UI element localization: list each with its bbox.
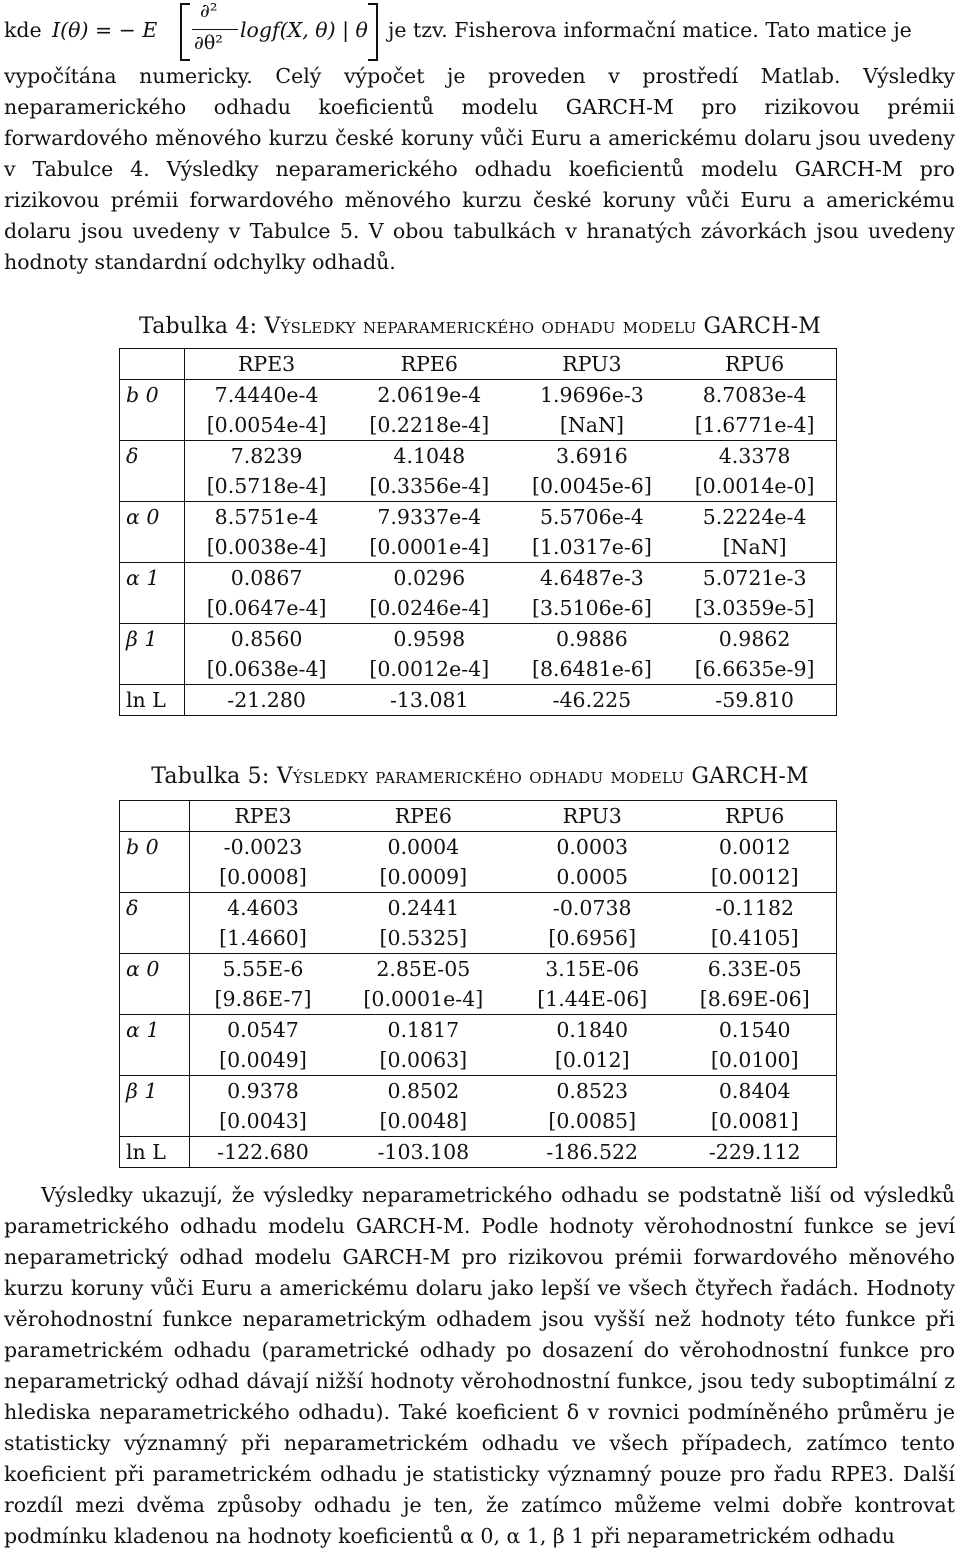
cell-se: [0.0049] [190,1045,336,1076]
cell-value: 0.1817 [387,1018,460,1042]
cell-se: [3.0359e-5] [673,593,836,624]
cell-se: [0.0054e-4] [185,410,348,441]
row-label: β 1 [120,624,185,655]
table4-col-header: RPU6 [673,349,836,380]
table5-col-header: RPE3 [190,801,336,832]
cell-value: 8.5751e-4 [214,505,319,529]
table4-caption-prefix: Tabulka 4: [139,314,258,339]
table4-col-header: RPE3 [185,349,348,380]
cell-value: 0.1540 [718,1018,791,1042]
formula-numerator: ∂² [200,0,218,22]
table-row-lnl [120,1137,837,1168]
cell-se: [0.0638e-4] [185,654,348,685]
cell-se: [1.6771e-4] [673,410,836,441]
cell-se: [0.2218e-4] [348,410,511,441]
cell-value: 0.9378 [227,1079,299,1103]
table-row [120,1045,837,1076]
table5-col-header: RPE6 [336,801,511,832]
cell-value: -122.680 [217,1140,309,1164]
cell-se: [0.0008] [190,862,336,893]
table-row [120,654,837,685]
cell-value: 3.15E-06 [545,957,640,981]
row-label-empty [120,862,190,893]
cell-se: [1.4660] [190,923,336,954]
row-label-empty [120,654,185,685]
left-bracket [180,3,190,61]
cell-value: 2.85E-05 [376,957,471,981]
intro-paragraph: vypočítána numericky. Celý výpočet je proveden v prostředí Matlab. Výsledky neparamerického odhadu koeficientů modelu GARCH-M pro rizikovou prémii forwardového měnového kurzu české koruny vůči Euru a americkému dolaru jsou uvedeny v Tabulce 4. Výsledky neparamerického odhadu koeficientů modelu GARCH-M pro rizikovou prémii forwardového měnového kurzu české koruny vůči Euru a americkému dolaru jsou uvedeny v Tabulce 5. V obou tabulkách v hranatých závorkách jsou uvedeny hodnoty standardní odchylky odhadů. [4,64,955,274]
cell-value: 5.55E-6 [222,957,304,981]
cell-value: 5.0721e-3 [702,566,807,590]
cell-value: 8.7083e-4 [702,383,807,407]
table5-header-row [120,801,837,832]
cell-value: 0.2441 [387,896,460,920]
formula-prefix: kde [4,18,42,42]
table-row [120,502,837,533]
cell-se: [1.44E-06] [511,984,673,1015]
fisher-formula-line [4,0,956,62]
table5 [119,800,837,1168]
cell-se: [0.4105] [673,923,836,954]
table-row [120,954,837,985]
table-row [120,1076,837,1107]
cell-value: 0.9598 [393,627,466,651]
table4-caption [0,314,960,339]
table-row [120,624,837,655]
cell-se: [1.0317e-6] [511,532,674,563]
fraction-bar [192,29,238,30]
cell-value: -0.0738 [552,896,632,920]
cell-value: 5.2224e-4 [702,505,807,529]
cell-value: 7.4440e-4 [214,383,319,407]
table-row [120,893,837,924]
row-label: δ [120,441,185,472]
formula-body: logf(X, θ) | θ [240,18,368,42]
table5-corner [120,801,190,832]
table5-caption [0,764,960,789]
cell-value: 0.0012 [718,835,791,859]
row-label: b 0 [120,832,190,863]
cell-se: [0.0100] [673,1045,836,1076]
cell-se: [0.0647e-4] [185,593,348,624]
cell-value: 4.6487e-3 [539,566,644,590]
formula-denominator: ∂θ² [194,32,223,54]
row-label-empty [120,923,190,954]
table-row [120,380,837,411]
cell-value: 0.8523 [556,1079,629,1103]
cell-se: [8.6481e-6] [511,654,674,685]
cell-value: 6.33E-05 [707,957,802,981]
conclusion-paragraph: Výsledky ukazují, že výsledky neparametrického odhadu se podstatně liší od výsledků parametrického odhadu modelu GARCH-M. Podle hodnoty věrohodnostní funkce se jeví neparametrický odhad modelu GARCH-M pro rizikovou prémii forwardového měnového kurzu koruny vůči Euru a americkému dolaru jako lepší ve všech čtyřech řadách. Hodnoty věrohodnostní funkce neparametrickým odhadem jsou vyšší než hodnoty této funkce při parametrickém odhadu (parametrické odhady po dosazení do věrohodnostní funkce pro neparametrický odhad dávají nižší hodnoty věrohodnostní funkce, jsou tedy suboptimální z hlediska neparametrického odhadu). Také koeficient δ v rovnici podmíněného průměru je statisticky významný při neparametrickém odhadu ve všech případech, zatímco tento koeficient při parametrickém odhadu je statisticky významný pouze pro řadu RPE3. Další rozdíl mezi dvěma způsoby odhadu je ten, že zatímco můžeme velmi dobře kontrovat podmínku kladenou na hodnoty koeficientů α 0, α 1, β 1 při neparametrickém odhadu [4,1183,955,1548]
cell-se: [0.0045e-6] [511,471,674,502]
cell-se: [0.5325] [336,923,511,954]
cell-se: [0.0043] [190,1106,336,1137]
row-label: α 1 [120,1015,190,1046]
table4-corner [120,349,185,380]
cell-value: 7.8239 [230,444,303,468]
cell-se: [0.0001e-4] [336,984,511,1015]
cell-se: [0.0012] [673,862,836,893]
table-row [120,832,837,863]
cell-value: 0.1840 [556,1018,629,1042]
table4-col-header: RPU3 [511,349,674,380]
row-label: α 0 [120,954,190,985]
cell-value: 0.0867 [230,566,303,590]
cell-value: 0.0004 [387,835,460,859]
row-label-empty [120,410,185,441]
cell-se: [0.0246e-4] [348,593,511,624]
cell-value: -13.081 [389,688,469,712]
cell-value: -46.225 [552,688,632,712]
cell-se: 0.0005 [511,862,673,893]
cell-se: [0.0012e-4] [348,654,511,685]
cell-value: -59.810 [715,688,794,712]
cell-value: -229.112 [708,1140,801,1164]
cell-value: 0.8404 [718,1079,791,1103]
row-label: δ [120,893,190,924]
cell-se: [NaN] [673,532,836,563]
cell-se: [0.0085] [511,1106,673,1137]
cell-value: -186.522 [546,1140,639,1164]
cell-value: 5.5706e-4 [539,505,644,529]
cell-value: -103.108 [377,1140,470,1164]
table-row [120,862,837,893]
cell-se: [3.5106e-6] [511,593,674,624]
cell-value: 0.9886 [556,627,628,651]
cell-value: -0.0023 [223,835,303,859]
cell-value: 4.4603 [227,896,299,920]
cell-value: 0.8502 [387,1079,460,1103]
table-row [120,1015,837,1046]
cell-se: [NaN] [511,410,674,441]
cell-value: 0.0003 [556,835,629,859]
table5-caption-title: Výsledky paramerického odhadu modelu GARCH-M [276,764,809,789]
cell-value: 0.8560 [230,627,303,651]
cell-value: 2.0619e-4 [377,383,482,407]
cell-value: -21.280 [227,688,306,712]
row-label-empty [120,532,185,563]
table4-col-header: RPE6 [348,349,511,380]
cell-value: 3.6916 [556,444,628,468]
table5-col-header: RPU3 [511,801,673,832]
table5-caption-prefix: Tabulka 5: [151,764,270,789]
cell-se: [0.3356e-4] [348,471,511,502]
cell-se: [8.69E-06] [673,984,836,1015]
cell-se: [0.0048] [336,1106,511,1137]
row-label: α 0 [120,502,185,533]
cell-se: [0.0081] [673,1106,836,1137]
formula-lhs: I(θ) = − E [52,18,158,42]
cell-se: [0.5718e-4] [185,471,348,502]
cell-se: [9.86E-7] [190,984,336,1015]
table-row [120,532,837,563]
table4-caption-title: Výsledky neparamerického odhadu modelu GARCH-M [264,314,821,339]
row-label-empty [120,984,190,1015]
cell-value: 4.1048 [393,444,466,468]
table4 [119,348,837,716]
row-label: β 1 [120,1076,190,1107]
table5-col-header: RPU6 [673,801,836,832]
table-row [120,441,837,472]
row-label-empty [120,1106,190,1137]
cell-se: [0.0009] [336,862,511,893]
cell-value: 7.9337e-4 [377,505,482,529]
table-row [120,923,837,954]
right-bracket [368,3,378,61]
cell-se: [0.0063] [336,1045,511,1076]
row-label-empty [120,593,185,624]
table-row [120,593,837,624]
formula-suffix: je tzv. Fisherova informační matice. Tato matice je [388,18,912,42]
cell-se: [0.6956] [511,923,673,954]
table-row [120,410,837,441]
row-label: ln L [120,685,185,716]
cell-se: [0.012] [511,1045,673,1076]
cell-value: 0.0547 [227,1018,299,1042]
cell-value: 4.3378 [718,444,791,468]
row-label: b 0 [120,380,185,411]
cell-se: [0.0001e-4] [348,532,511,563]
table-row [120,471,837,502]
cell-se: [6.6635e-9] [673,654,836,685]
table-row [120,984,837,1015]
cell-value: 1.9696e-3 [539,383,644,407]
cell-value: 0.0296 [393,566,466,590]
cell-value: 0.9862 [718,627,791,651]
row-label: α 1 [120,563,185,594]
row-label-empty [120,471,185,502]
cell-se: [0.0014e-0] [673,471,836,502]
row-label: ln L [120,1137,190,1168]
table-row [120,563,837,594]
cell-value: -0.1182 [715,896,795,920]
table-row-lnl [120,685,837,716]
cell-se: [0.0038e-4] [185,532,348,563]
table4-header-row [120,349,837,380]
table-row [120,1106,837,1137]
row-label-empty [120,1045,190,1076]
